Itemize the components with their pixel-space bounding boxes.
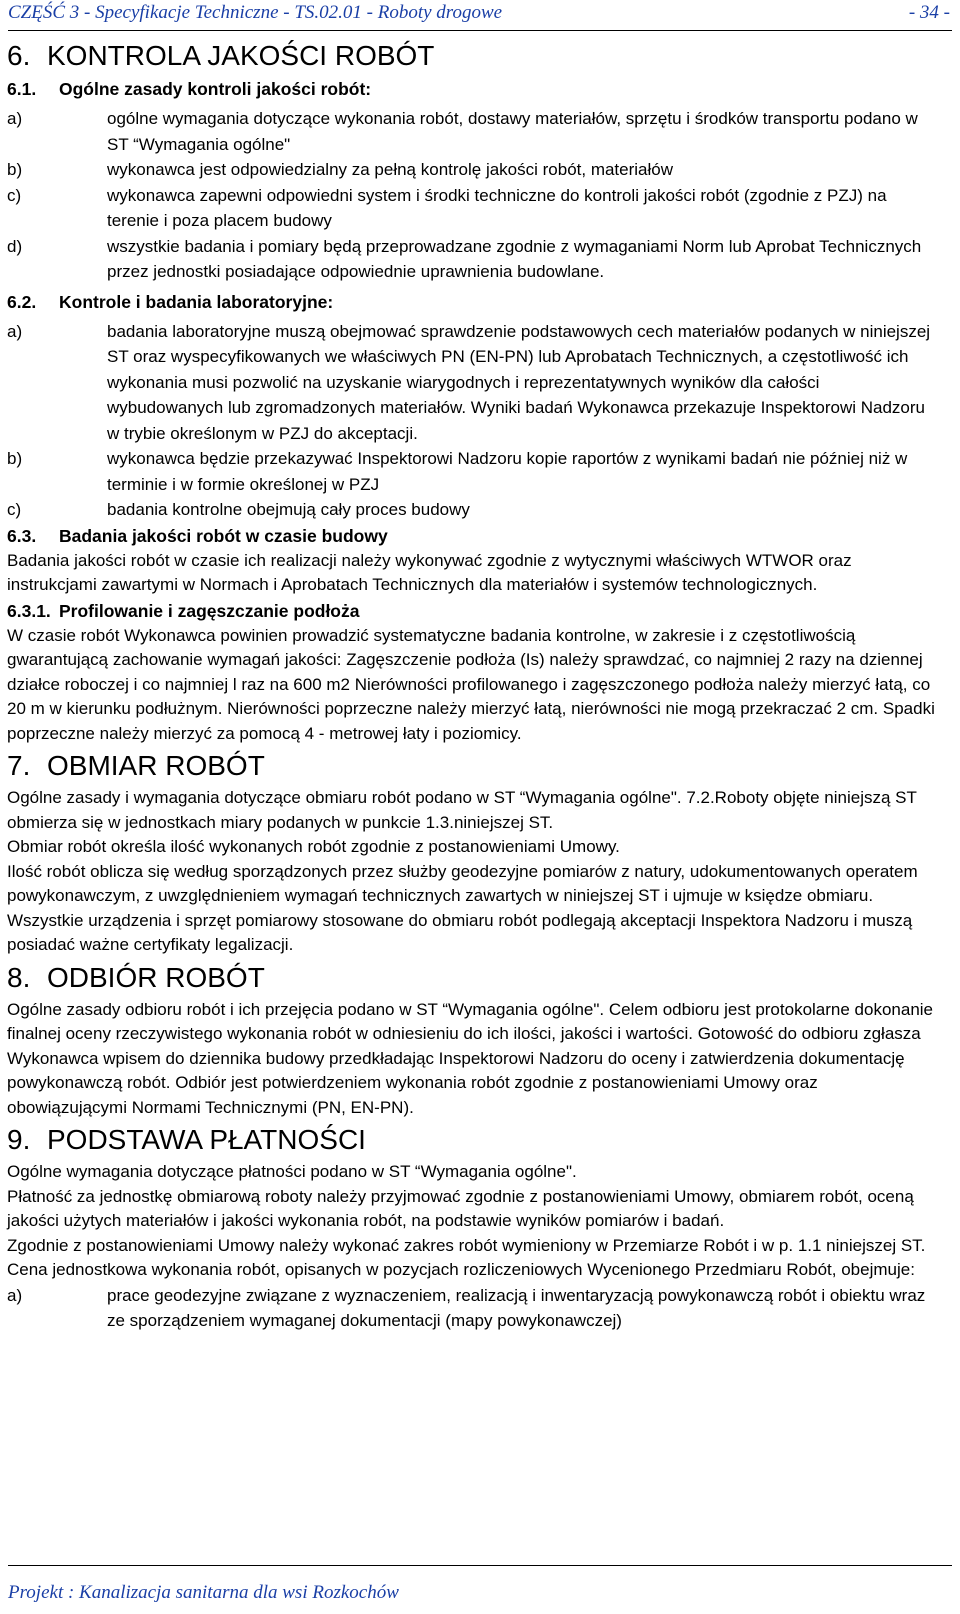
page-header [8,0,952,31]
subsection-title: Profilowanie i zagęszczanie podłoża [59,600,360,621]
footer-project: Projekt : Kanalizacja sanitarna dla wsi Rozkochów [8,1582,399,1603]
section-6-heading [7,36,937,76]
list-item-text: ogólne wymagania dotyczące wykonania robót, dostawy materiałów, sprzętu i środków transportu podano w ST “Wymagania ogólne" [107,109,918,154]
list-item-text: wykonawca jest odpowiedzialny za pełną kontrolę jakości robót, materiałów [107,160,674,179]
paragraph: Zgodnie z postanowieniami Umowy należy wykonać zakres robót wymieniony w Przemiarze Robót i w p. 1.1 niniejszej ST. [7,1235,926,1255]
subsection-6-2-heading [7,289,937,315]
paragraph: Obmiar robót określa ilość wykonanych robót zgodnie z postanowieniami Umowy. [7,837,620,856]
document-body [7,36,937,1334]
paragraph: Ogólne zasady i wymagania dotyczące obmiaru robót podano w ST “Wymagania ogólne". 7.2.Roboty objęte niniejszą ST obmierza się w jednostkach miary podanych w punkcie 1.3.niniejszej ST. [7,788,917,832]
subsection-6-1-heading [7,76,937,102]
subsection-6-3-heading [7,523,937,549]
page-footer [8,1565,952,1614]
paragraph: Badania jakości robót w czasie ich realizacji należy wykonywać zgodnie z wytycznymi właściwych WTWOR oraz instrukcjami zawartymi w Normach i Aprobatach Technicznych dla materiałów i systemów technologicznych. [7,550,852,594]
list-item-text: wykonawca będzie przekazywać Inspektorowi Nadzoru kopie raportów z wynikami badań nie później niż w terminie i w formie określonej w PZJ [107,449,908,494]
list-marker: b) [7,160,23,179]
section-7-heading [7,746,937,786]
list-marker: b) [7,449,23,468]
list-marker: a) [7,321,23,341]
subsection-number: 6.3.1. [7,600,51,621]
section-title: OBMIAR ROBÓT [47,750,265,781]
subsection-number: 6.2. [7,291,37,312]
list-item-text: wykonawca zapewni odpowiedni system i środki techniczne do kontroli jakości robót (zgodnie z PZJ) na terenie i poza placem budowy [107,185,887,230]
section-number: 9. [7,1124,31,1155]
list-item [7,319,937,447]
paragraph: Ilość robót oblicza się według sporządzonych przez służby geodezyjne pomiarów z natury, udokumentowanych operatem powykonawczym, z uwzględnieniem wymagań technicznych zawartych w niniejszej ST i ujmuje w księdze obmiaru. Wszystkie urządzenia i sprzęt pomiarowy stosowane do obmiaru robót podlegają akceptacji Inspektora Nadzoru i muszą posiadać ważne certyfikaty legalizacji. [7,861,918,954]
list-item [7,106,937,157]
section-title: PODSTAWA PŁATNOŚCI [47,1124,366,1155]
paragraph: Ogólne wymagania dotyczące płatności podano w ST “Wymagania ogólne". [7,1162,577,1181]
paragraph: Ogólne zasady odbioru robót i ich przejęcia podano w ST “Wymagania ogólne". Celem odbioru jest protokolarne dokonanie finalnej oceny rzeczywistego wykonania robót w odniesieniu do ich ilości, jakości i wartości. Gotowość do odbioru zgłasza Wykonawca wpisem do dziennika budowy przedkładając Inspektorowi Nadzoru do oceny i zatwierdzenia dokumentację powykonawczą robót. Odbiór jest potwierdzeniem wykonania robót zgodnie z postanowieniami Umowy oraz obowiązującymi Normami Technicznymi (PN, EN-PN). [7,999,934,1117]
list-marker: a) [7,1285,23,1305]
paragraph: Płatność za jednostkę obmiarową roboty należy przyjmować zgodnie z postanowieniami Umowy, obmiarem robót, oceną jakości użytych materiałów i jakości wykonania robót, na podstawie wyników pomiarów i badań. [7,1186,914,1230]
list-marker: c) [7,185,22,205]
list-item [7,446,937,497]
list-item-text: badania laboratoryjne muszą obejmować sprawdzenie podstawowych cech materiałów podanych w niniejszej ST oraz wyspecyfikowanych we właściwych PN (EN-PN) lub Aprobatach Technicznych, a częstotliwość ich wykonania musi pozwolić na uzyskanie wiarygodnych i reprezentatywnych wyników dla całości wybudowanych lub zgromadzonych materiałów. Wyniki badań Wykonawca przekazuje Inspektorowi Nadzoru w trybie określonym w PZJ do akceptacji. [107,321,931,443]
list-item [7,234,937,285]
subsection-title: Kontrole i badania laboratoryjne: [59,291,334,312]
list-item [7,183,937,234]
section-title: KONTROLA JAKOŚCI ROBÓT [47,40,435,71]
subsection-6-3-1-heading [7,598,937,624]
list-marker: a) [7,109,23,128]
list-item [7,1283,937,1334]
paragraph: W czasie robót Wykonawca powinien prowadzić systematyczne badania kontrolne, w zakresie i z częstotliwością gwarantującą zachowanie wymagań jakości: Zagęszczenie podłoża (Is) należy sprawdzać, co najmniej 2 razy na dziennej działce roboczej i co najmniej l raz na 600 m2 Nierówności profilowanego i zagęszczonego podłoża należy mierzyć łatą, co 20 m w kierunku podłużnym. Nierówności poprzeczne należy mierzyć łatą, nierówności nie mogą przekraczać 2 cm. Spadki poprzeczne należy mierzyć za pomocą 4 - metrowej łaty i poziomicy. [7,625,935,743]
subsection-title: Badania jakości robót w czasie budowy [59,525,388,546]
section-number: 8. [7,961,31,993]
section-title: ODBIÓR ROBÓT [47,961,265,993]
list-item-text: prace geodezyjne związane z wyznaczeniem, realizacją i inwentaryzacją powykonawczą robót i obiektu wraz ze sporządzeniem wymaganej dokumentacji (mapy powykonawczej) [107,1285,926,1330]
paragraph: Cena jednostkowa wykonania robót, opisanych w pozycjach rozliczeniowych Wycenionego Przedmiaru Robót, obejmuje: [7,1260,915,1279]
list-item [7,497,937,523]
subsection-number: 6.3. [7,525,37,546]
subsection-number: 6.1. [7,79,37,99]
list-item-text: badania kontrolne obejmują cały proces budowy [107,500,470,519]
section-number: 6. [7,40,31,71]
list-marker: c) [7,500,22,519]
list-marker: d) [7,236,23,256]
page-number: - 34 - [908,2,950,23]
list-item [7,157,937,183]
section-number: 7. [7,750,31,781]
list-item-text: wszystkie badania i pomiary będą przeprowadzane zgodnie z wymaganiami Norm lub Aprobat Technicznych przez jednostki posiadające odpowiednie uprawnienia budowlane. [107,236,922,281]
subsection-title: Ogólne zasady kontroli jakości robót: [59,79,372,99]
section-9-heading [7,1120,937,1160]
header-title: CZĘŚĆ 3 - Specyfikacje Techniczne - TS.02.01 - Roboty drogowe [8,2,503,23]
section-8-heading [7,958,937,998]
